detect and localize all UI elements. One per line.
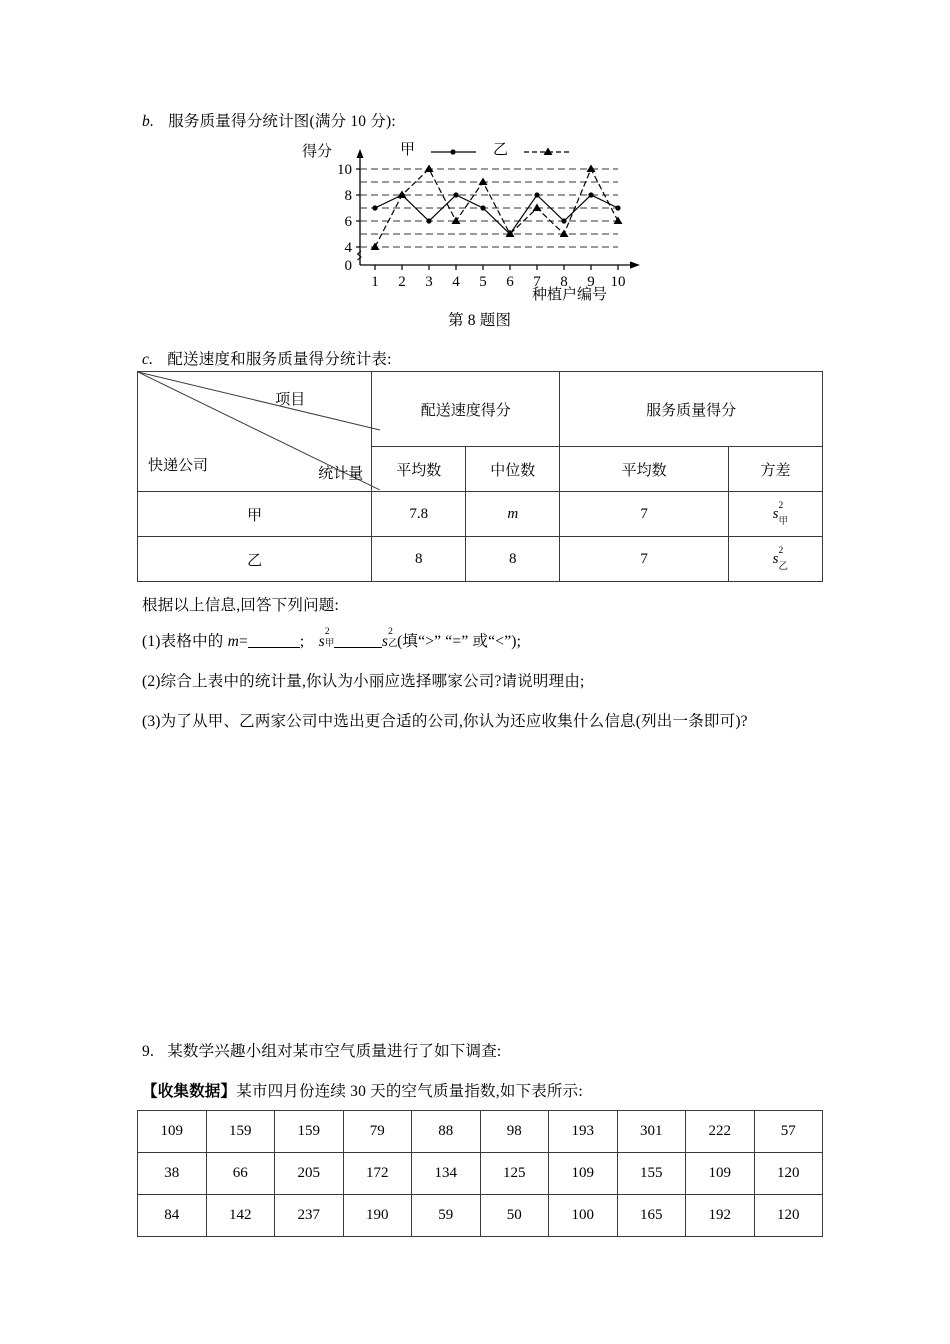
aqi-cell: 59 [412,1195,481,1237]
aqi-cell: 159 [206,1111,275,1153]
aqi-cell: 109 [138,1111,207,1153]
question-1 [142,627,522,653]
q1-s-base-1: s [318,633,325,650]
aqi-cell: 88 [412,1111,481,1153]
table-row [138,1195,823,1237]
group-header-quality: 服务质量得分 [560,372,823,447]
aqi-cell: 190 [343,1195,412,1237]
jia-variance-base: s [772,505,779,522]
row-company-jia: 甲 [138,492,372,537]
subheader-speed-mean: 平均数 [372,447,466,492]
aqi-data-table [137,1110,823,1237]
statistics-table [137,371,823,582]
subheader-variance: 方差 [729,447,823,492]
prompt-intro: 根据以上信息,回答下列问题: [142,597,339,614]
yi-variance-sub: 乙 [778,561,788,572]
q1-s-sub-yi: 乙 [388,639,398,649]
q1-separator: ; [299,633,305,650]
q1-s-base-2: s [381,633,389,650]
section-c-line [142,348,392,371]
jia-variance-sup: 2 [778,500,784,511]
score-line-chart [300,143,650,303]
yi-variance-sup: 2 [778,545,784,556]
section-c-text: 配送速度和服务质量得分统计表: [167,351,392,368]
svg-text:10: 10 [337,162,352,178]
q1-answer-blank-compare[interactable] [334,647,382,648]
aqi-cell: 134 [412,1153,481,1195]
svg-text:7: 7 [533,274,541,290]
section-b-text: 服务质量得分统计图(满分 10 分): [168,113,396,130]
aqi-cell: 38 [138,1153,207,1195]
subheader-speed-median: 中位数 [466,447,560,492]
aqi-cell: 57 [754,1111,823,1153]
aqi-cell: 172 [343,1153,412,1195]
legend-label-jia: 甲 [400,142,416,158]
problem-9-stem [142,1040,501,1063]
section-c-marker: c. [142,351,154,368]
svg-text:8: 8 [344,188,352,204]
aqi-cell: 50 [480,1195,549,1237]
corner-label-statistic: 统计量 [318,466,364,482]
table-row [138,537,823,582]
yi-variance-base: s [772,550,779,567]
q1-s-sup-2: 2 [388,627,394,637]
svg-text:4: 4 [452,274,460,290]
svg-text:6: 6 [506,274,514,290]
corner-label-item: 项目 [275,392,306,408]
legend-label-yi: 乙 [493,142,509,158]
q1-answer-blank-m[interactable] [248,647,300,648]
yi-quality-mean: 7 [560,537,729,582]
q1-s-sub-jia: 甲 [324,639,335,649]
svg-text:6: 6 [344,214,352,230]
aqi-cell: 66 [206,1153,275,1195]
aqi-cell: 125 [480,1153,549,1195]
jia-quality-mean: 7 [560,492,729,537]
q1-prefix: (1)表格中的 [142,633,224,650]
aqi-cell: 109 [549,1153,618,1195]
svg-text:1: 1 [371,274,379,290]
svg-text:2: 2 [398,274,406,290]
section-b-line [142,110,396,133]
aqi-cell: 205 [275,1153,344,1195]
q1-suffix: (填“>” “=” 或“<”); [397,633,522,650]
question-3: (3)为了从甲、乙两家公司中选出更合适的公司,你认为还应收集什么信息(列出一条即可)? [142,713,748,730]
q1-s-sup-1: 2 [324,627,330,637]
aqi-cell: 109 [686,1153,755,1195]
table-row [138,492,823,537]
section-b-marker: b. [142,113,155,130]
svg-text:0: 0 [344,258,352,274]
aqi-cell: 120 [754,1195,823,1237]
table-header-row [138,372,823,447]
svg-text:10: 10 [610,274,626,290]
aqi-cell: 120 [754,1153,823,1195]
question-2: (2)综合上表中的统计量,你认为小丽应选择哪家公司?请说明理由; [142,673,585,690]
collect-data-line [142,1080,583,1103]
aqi-cell: 192 [686,1195,755,1237]
aqi-cell: 84 [138,1195,207,1237]
corner-label-company: 快递公司 [148,458,209,474]
yi-variance [729,537,823,582]
figure-caption: 第 8 题图 [448,312,512,329]
svg-text:3: 3 [425,274,433,290]
aqi-cell: 193 [549,1111,618,1153]
aqi-cell: 222 [686,1111,755,1153]
problem-9-number: 9. [142,1043,155,1060]
aqi-cell: 165 [617,1195,686,1237]
jia-speed-median: m [466,492,560,537]
q1-variable-m: m [227,633,239,650]
jia-variance [729,492,823,537]
aqi-cell: 98 [480,1111,549,1153]
collect-data-text: 某市四月份连续 30 天的空气质量指数,如下表所示: [236,1083,583,1100]
yi-speed-median: 8 [466,537,560,582]
subheader-quality-mean: 平均数 [560,447,729,492]
svg-text:4: 4 [344,240,352,256]
collect-data-label: 【收集数据】 [142,1083,237,1100]
chart-xlabel: 种植户编号 [532,287,608,303]
aqi-cell: 142 [206,1195,275,1237]
chart-ylabel: 得分 [302,144,333,160]
header-corner-cell [138,372,372,492]
row-company-yi: 乙 [138,537,372,582]
svg-text:5: 5 [479,274,487,290]
chart-svg [300,143,650,303]
problem-9-text: 某数学兴趣小组对某市空气质量进行了如下调查: [167,1043,502,1060]
q1-equals: = [238,633,248,650]
aqi-cell: 237 [275,1195,344,1237]
group-header-speed: 配送速度得分 [372,372,560,447]
jia-variance-sub: 甲 [778,516,788,527]
aqi-cell: 301 [617,1111,686,1153]
aqi-cell: 100 [549,1195,618,1237]
svg-text:8: 8 [560,274,568,290]
yi-speed-mean: 8 [372,537,466,582]
aqi-cell: 155 [617,1153,686,1195]
svg-text:9: 9 [587,274,595,290]
table-row [138,1111,823,1153]
aqi-cell: 159 [275,1111,344,1153]
table-row [138,1153,823,1195]
aqi-cell: 79 [343,1111,412,1153]
jia-speed-mean: 7.8 [372,492,466,537]
